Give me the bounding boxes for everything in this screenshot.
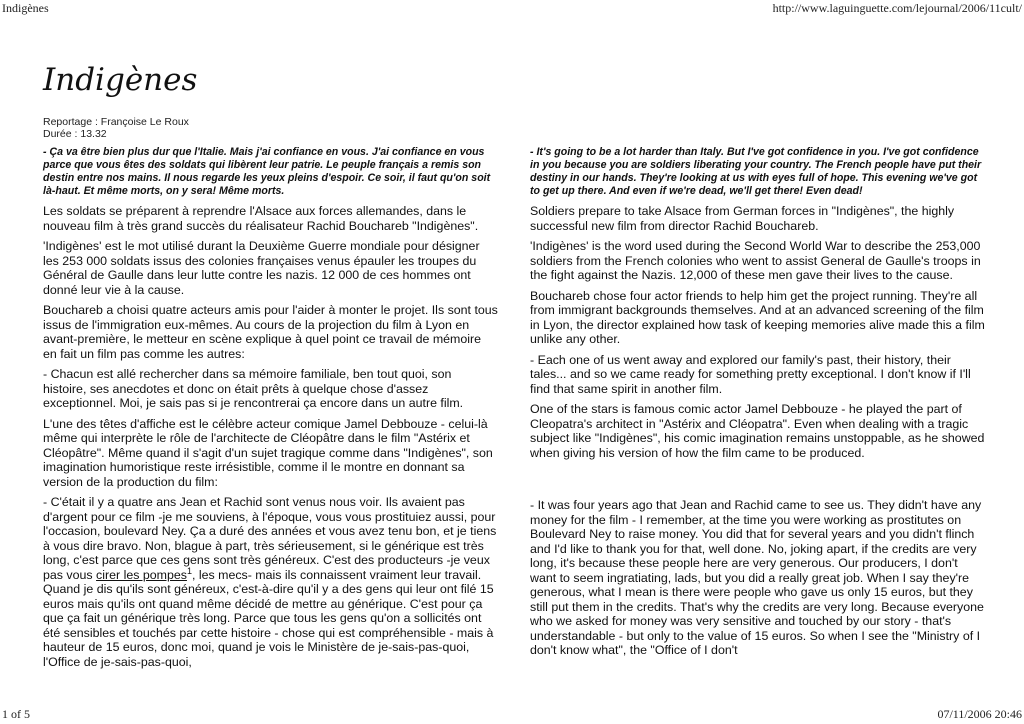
spacer	[530, 466, 985, 498]
english-paragraph: One of the stars is famous comic actor Jamel Debbouze - he played the part of Cleopatra's architect in "Astérix and Cléopatra". Even when dealing with a tragic subject like "Indigènes", his comic imagination remains unstoppable, as he showed when giving his version of how the film came to be produced.	[530, 402, 985, 460]
reportage-credit: Reportage : Françoise Le Roux	[43, 116, 189, 128]
french-paragraph: Les soldats se préparent à reprendre l'Alsace aux forces allemandes, dans le nouveau film à très grand succès du réalisateur Rachid Bouchareb "Indigènes".	[43, 204, 479, 233]
print-header-url: http://www.laguinguette.com/lejournal/2006/11cult/	[772, 1, 1022, 15]
english-quote: - It's going to be a lot harder than Italy. But I've got confidence in you. I've got confidence in you because you are soldiers liberating your country. The French people have put their destiny in our hands. They're looking at us with eyes full of hope. This evening we've got to get up there. And even if we're dead, we'll get there! Even dead!	[530, 146, 982, 197]
text: , les mecs- mais ils connaissent vraiment leur travail. Quand je dis qu'ils sont généreux, c'est-à-dire qu'il y a des gens qui leur ont filé 15 euros mais qu'ils ont quand même décidé de mettre au générique. C'est pour ça que ça fait un générique très long. Parce que tous les gens qu'on a sollicités ont été sensibles et touchés par cette histoire - chose qui est compréhensible - mais à hauteur de 15 euros, donc moi, quand je vois le Ministère de je-sais-pas-quoi, l'Office de je-sais-pas-quoi,	[43, 567, 494, 669]
english-column	[530, 146, 985, 664]
print-footer-page-count: 1 of 5	[2, 707, 30, 721]
english-paragraph-last: - It was four years ago that Jean and Rachid came to see us. They didn't have any money for the film - I remember, at the time you were working as prostitutes on Boulevard Ney to raise money. You did that for several years and you didn't flinch and I'd like to thank you for that, well done. No, joking apart, if the credits are very long, it's because these people here are very generous. Our producers, I don't want to seem ingratiating, lads, but you did a really great job. When I say they're generous, what I mean is there were people who gave us only 15 euros, but they still put them in the credits. That's why the credits are very long. Because everyone who we asked for money was very sensitive and touched by our story - that's understandable - but only to the value of 15 euros. So when I see the "Ministry of I don't know what", the "Office of I don't	[530, 498, 984, 657]
english-paragraph: Bouchareb chose four actor friends to help him get the project running. They're all from immigrant backgrounds themselves. And at an advanced screening of the film in Lyon, the director explained how task of keeping memories alive made this a film unlike any other.	[530, 288, 985, 346]
french-quote: - Ça va être bien plus dur que l'Italie. Mais j'ai confiance en vous. J'ai confiance en vous parce que vous êtes des soldats qui libèrent leur patrie. Le peuple français a remis son destin entre nos mains. Il nous regarde les yeux pleins d'espoir. Ce soir, il faut qu'on soit là-haut. Et même morts, on y sera! Même morts.	[43, 146, 491, 197]
print-header-title: Indigènes	[2, 1, 49, 15]
article-meta	[43, 116, 189, 140]
article-title: Indigènes	[43, 62, 198, 98]
footnote-link[interactable]: cirer les pompes	[96, 567, 187, 582]
english-paragraph: - Each one of us went away and explored our family's past, their history, their tales... and so we came ready for something pretty exceptional. I don't know if I'll find that same spirit in another film.	[530, 352, 971, 396]
french-column	[43, 146, 498, 675]
print-footer-datetime: 07/11/2006 20:46	[937, 707, 1022, 721]
french-paragraph: - Chacun est allé rechercher dans sa mémoire familiale, ben tout quoi, son histoire, ses anecdotes et donc on était prêts à quelque chose d'assez exceptionnel. Moi, je sais pas si je rencontrerai ça encore dans un autre film.	[43, 367, 464, 410]
french-paragraph: L'une des têtes d'affiche est le célèbre acteur comique Jamel Debbouze - celui-là même qui interprète le rôle de l'architecte de Cléopâtre dans le film "Astérix et Cléopâtre". Même quand il s'agit d'un sujet tragique comme dans "Indigènes", son imagination humoristique reste irrésistible, comme il le montre en donnant sa version de la production du film:	[43, 416, 493, 489]
french-paragraph-last	[43, 495, 498, 669]
text: - C'était il y a quatre ans Jean et Rachid sont venus nous voir. Ils avaient pas d'argent pour ce film -je me souviens, à l'époque, vous vous prostituiez aussi, pour l'occasion, boulevard Ney. Ça a duré des années et vous avez tenu bon, et je tiens à vous dire bravo. Non, blague à part, très sérieusement, si le générique est très long, c'est parce que ces gens sont très généreux. C'est des producteurs -je veux pas vous	[43, 495, 497, 582]
duration: Durée : 13.32	[43, 128, 107, 140]
english-paragraph: 'Indigènes' is the word used during the Second World War to describe the 253,000 soldiers from the French colonies who went to assist General de Gaulle's troops in the fight against the Nazis. 12,000 of these men gave their lives to the cause.	[530, 239, 981, 282]
french-paragraph: 'Indigènes' est le mot utilisé durant la Deuxième Guerre mondiale pour désigner les 253 000 soldats issus des colonies françaises venus épauler les troupes du Général de Gaulle dans leur lutte contre les nazis. 12 000 de ces hommes ont donné leur vie à la cause.	[43, 239, 480, 297]
footnote-ref[interactable]: 1	[186, 565, 192, 576]
french-paragraph: Bouchareb a choisi quatre acteurs amis pour l'aider à monter le projet. Ils sont tous issus de l'immigration eux-mêmes. Au cours de la projection du film à Lyon en avant-première, le metteur en scène explique à quel point ce travail de mémoire en fait un film pas comme les autres:	[43, 303, 498, 361]
english-paragraph: Soldiers prepare to take Alsace from German forces in "Indigènes", the highly successful new film from director Rachid Bouchareb.	[530, 204, 955, 233]
